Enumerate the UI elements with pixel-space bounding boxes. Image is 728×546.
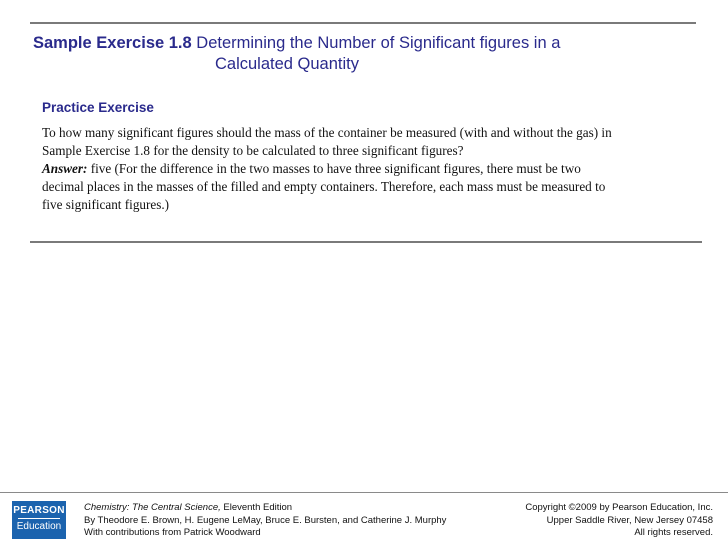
answer-label: Answer: [42,161,88,176]
slide-title [33,33,693,75]
answer-line-3: five significant figures.) [42,197,170,212]
pearson-education-logo [12,501,66,539]
book-edition: Eleventh Edition [220,502,293,513]
title-text-line2: Calculated Quantity [215,55,359,73]
exercise-number: Sample Exercise 1.8 [33,34,192,52]
answer-line-1 [42,160,682,178]
practice-exercise-heading: Practice Exercise [42,100,154,115]
question-line-2: Sample Exercise 1.8 for the density to be calculated to three significant figures? [42,143,464,158]
footer-book-line [84,502,446,515]
content-divider [30,241,702,243]
logo-text-education: Education [16,521,62,532]
copyright-line: Copyright ©2009 by Pearson Education, Inc. [525,502,713,513]
footer-authors: By Theodore E. Brown, H. Eugene LeMay, Bruce E. Bursten, and Catherine J. Murphy [84,514,447,526]
title-text-line1: Determining the Number of Significant figures in a [196,34,561,52]
answer-text-1: five (For the difference in the two masses to have three significant figures, there must be two [87,161,581,176]
top-divider [30,22,696,24]
book-title: Chemistry: The Central Science, [84,502,221,513]
question-line-1: To how many significant figures should the mass of the container be measured (with and without the gas) in [42,125,612,140]
rights-line: All rights reserved. [634,527,713,538]
logo-bar [18,518,60,519]
answer-line-2: decimal places in the masses of the filled and empty containers. Therefore, each mass must be measured to [42,179,606,194]
footer-copyright [525,502,713,540]
footer-citation [84,502,446,540]
address-line: Upper Saddle River, New Jersey 07458 [546,514,713,526]
logo-text-pearson: PEARSON [13,505,65,516]
practice-exercise-body [42,124,682,214]
footer-divider [0,492,728,493]
footer-contributions: With contributions from Patrick Woodward [84,527,261,538]
